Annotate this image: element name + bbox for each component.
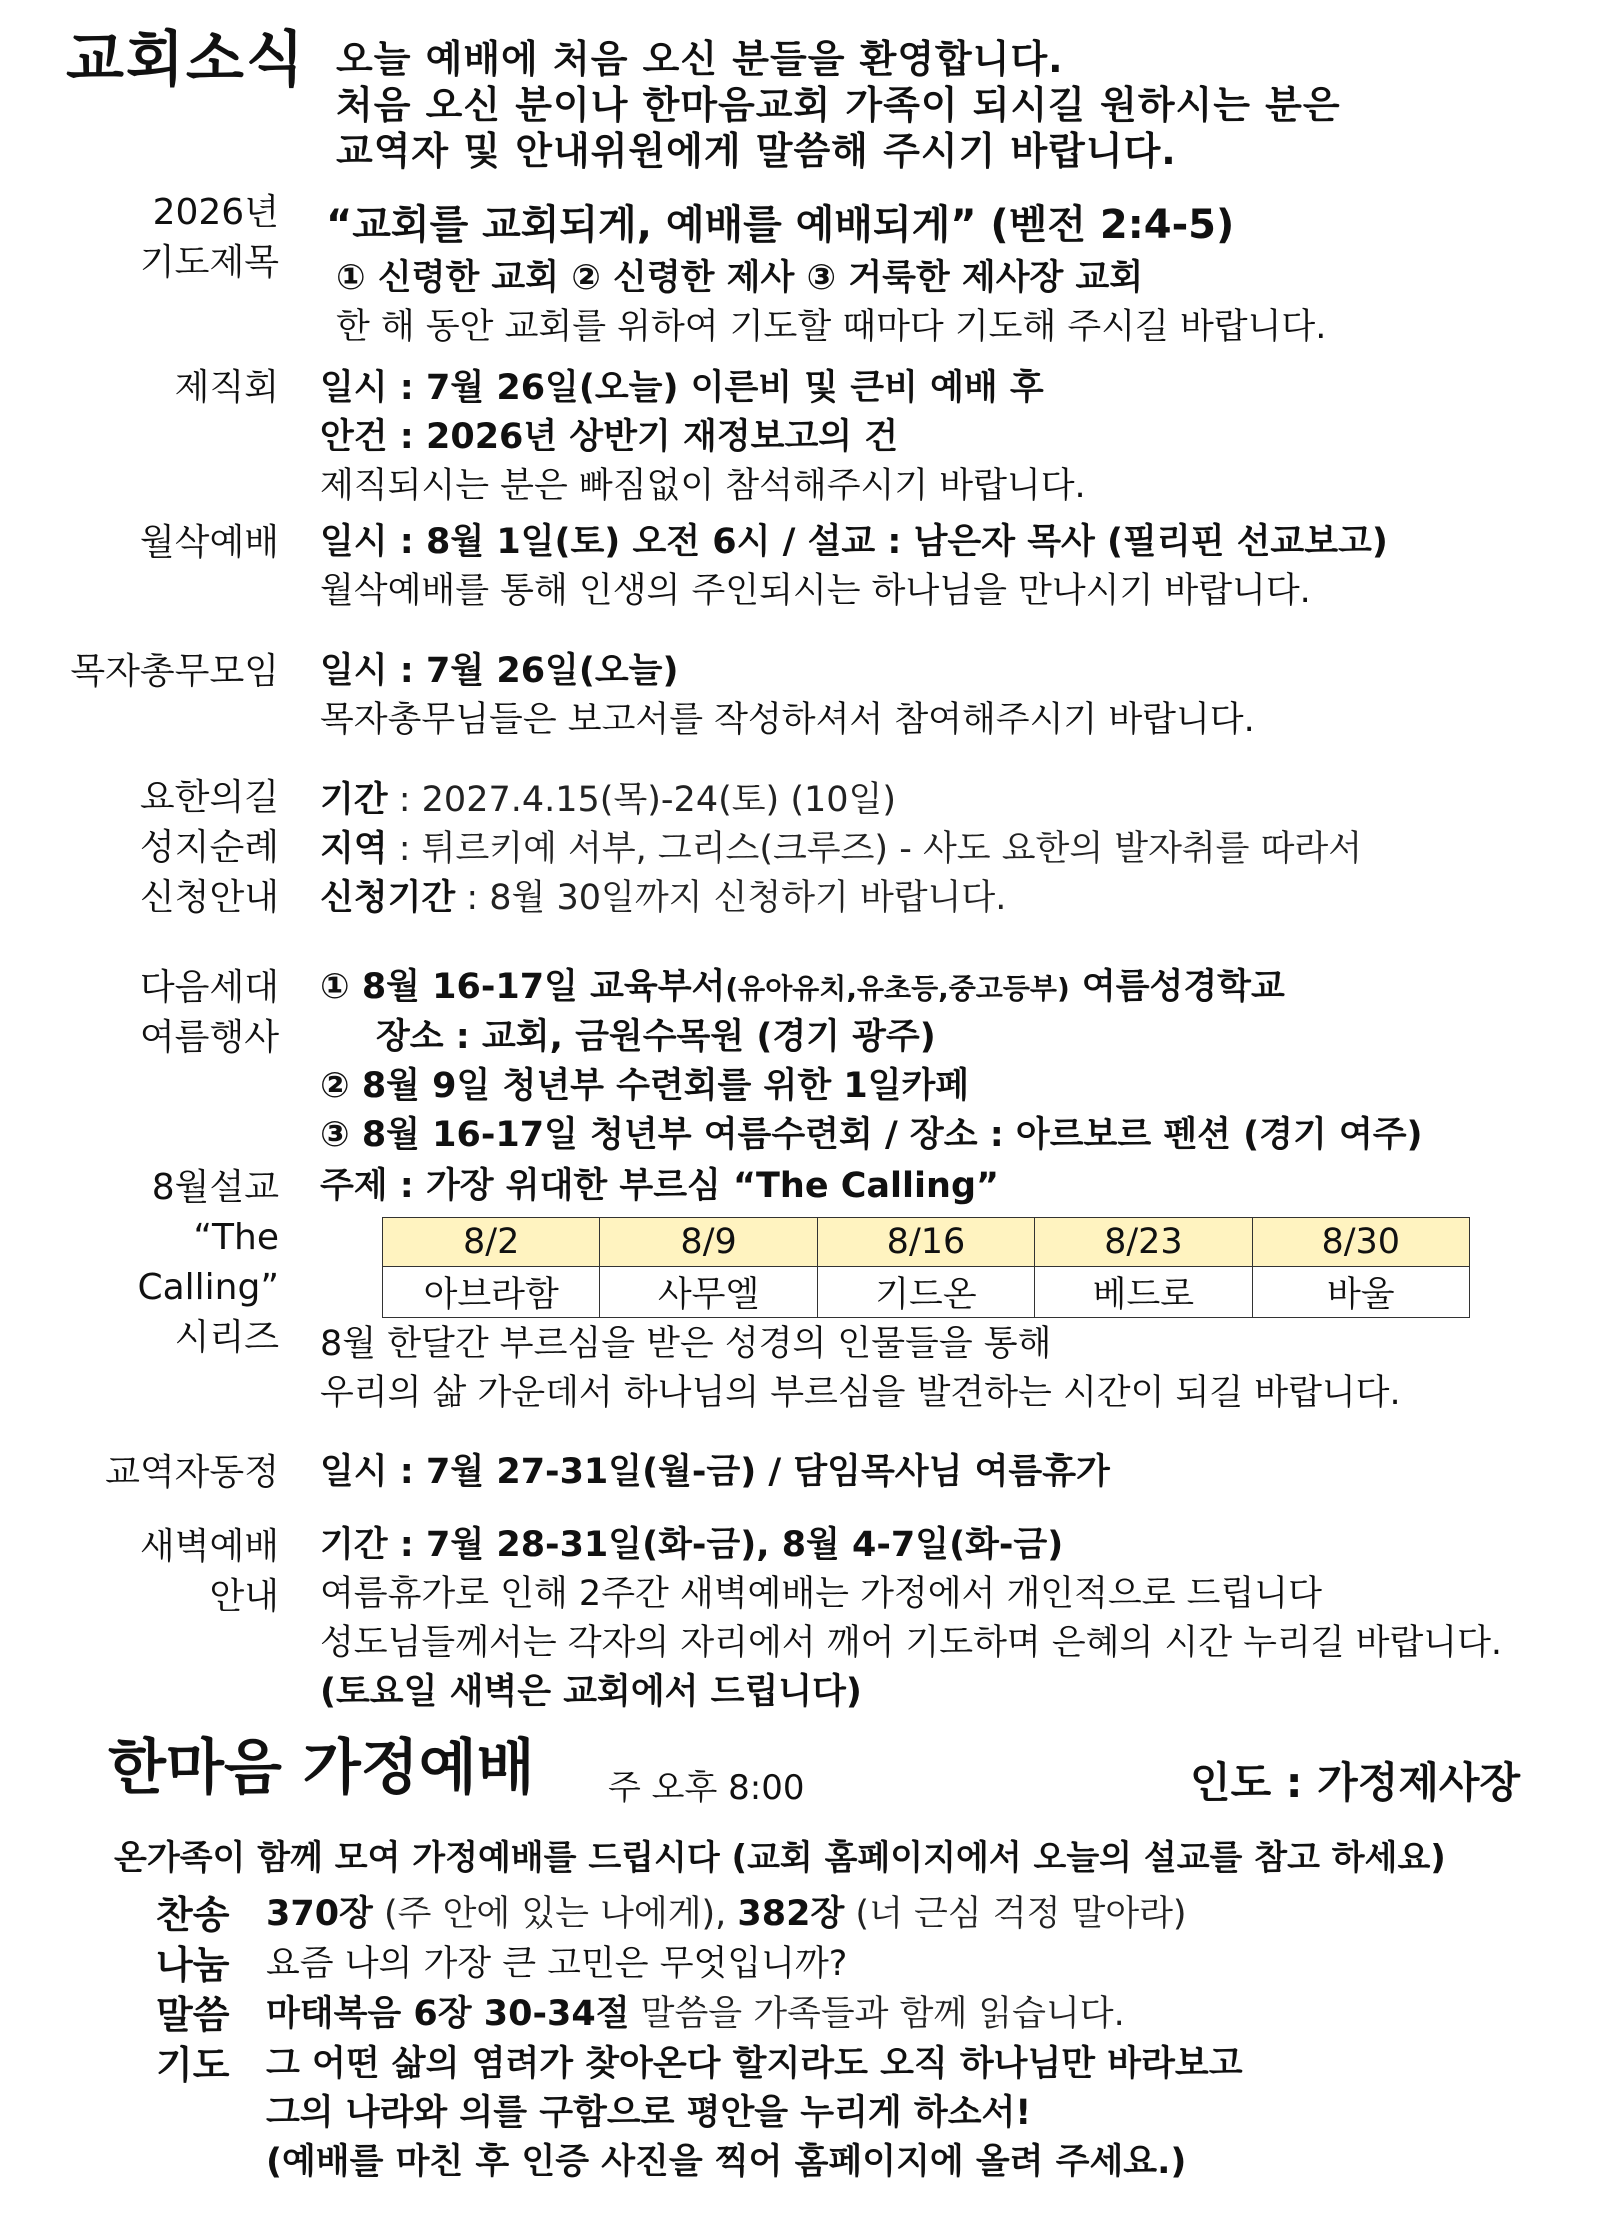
pilgrimage-apply	[320, 874, 1600, 923]
family-prayer-note: (예배를 마친 후 인증 사진을 찍어 홈페이지에 올려 주세요.)	[266, 2142, 1187, 2182]
monthly-label: 월삭예배	[139, 522, 279, 563]
hymn-body	[266, 1890, 1596, 1939]
sermon-topic: 주제 : 가장 위대한 부르심 “The Calling”	[320, 1166, 1000, 1206]
welcome-text	[336, 36, 1341, 174]
nextgen-item-1	[320, 963, 1600, 1013]
sermon-note-line: 8월 한달간 부르심을 받은 성경의 인물들을 통해	[320, 1324, 1052, 1364]
dawn-note: 여름휴가로 인해 2주간 새벽예배는 가정에서 개인적으로 드립니다	[320, 1574, 1322, 1614]
hymn-number: 370장	[266, 1894, 373, 1934]
prayer-verse: “교회를 교회되게, 예배를 예배되게” (벧전 2:4-5)	[326, 202, 1235, 248]
pilgrimage-period-value: : 2027.4.15(목)-24(토) (10일)	[387, 780, 896, 820]
council-body	[320, 364, 1600, 511]
family-prayer-line: 그 어떤 삶의 염려가 찾아온다 할지라도 오직 하나님만 바라보고	[266, 2044, 1243, 2084]
council-label: 제직회	[174, 367, 279, 408]
nextgen-item-2: ② 8월 9일 청년부 수련회를 위한 1일카페	[320, 1066, 970, 1106]
word-reference: 마태복음 6장 30-34절	[266, 1994, 630, 2034]
staff-label: 교역자동정	[105, 1452, 279, 1493]
schedule-names-row	[383, 1267, 1470, 1318]
dawn-label-line: 새벽예배	[139, 1526, 279, 1567]
council-agenda: 안건 : 2026년 상반기 재정보고의 건	[320, 417, 899, 457]
prayer-label-year: 2026년	[152, 192, 279, 233]
family-prayer-body	[266, 2040, 1596, 2187]
sermon-label-line: 시리즈	[174, 1317, 279, 1358]
hymn-label: 찬송	[156, 1893, 230, 1937]
council-note: 제직되시는 분은 빠짐없이 참석해주시기 바랍니다.	[320, 466, 1086, 506]
hymn-title: (주 안에 있는 나에게),	[372, 1894, 738, 1934]
pilgrimage-region-key: 지역	[320, 829, 388, 869]
dawn-saturday: (토요일 새벽은 교회에서 드립니다)	[320, 1672, 862, 1712]
section-title: 교회소식	[66, 25, 306, 95]
prayer-items: ① 신령한 교회 ② 신령한 제사 ③ 거룩한 제사장 교회	[336, 258, 1144, 298]
hymn-line	[266, 1890, 1596, 1939]
schedule-name-cell: 바울	[1252, 1267, 1469, 1318]
pilgrimage-label-line: 요한의길	[139, 777, 279, 818]
hymn-title: (너 근심 걱정 말아라)	[844, 1894, 1187, 1934]
hymn-number: 382장	[737, 1894, 845, 1934]
schedule-dates-row	[383, 1218, 1470, 1267]
nextgen-body	[320, 963, 1600, 1160]
monthly-body	[320, 518, 1600, 616]
pilgrimage-apply-value: : 8월 30일까지 신청하기 바랍니다.	[455, 878, 1007, 918]
family-worship-subtitle: 온가족이 함께 모여 가정예배를 드립시다 (교회 홈페이지에서 오늘의 설교를 참고 하세요)	[114, 1838, 1446, 1878]
nextgen-item-1-event: 여름성경학교	[1069, 967, 1285, 1007]
pilgrimage-region-value: : 튀르키예 서부, 그리스(크루즈) - 사도 요한의 발자취를 따라서	[387, 829, 1363, 869]
nextgen-label	[140, 963, 279, 1063]
schedule-date-cell: 8/16	[817, 1218, 1034, 1267]
sermon-schedule-table	[382, 1217, 1470, 1318]
nextgen-item-1-place: 장소 : 교회, 금원수목원 (경기 광주)	[376, 1017, 936, 1057]
nextgen-label-line: 여름행사	[139, 1017, 279, 1058]
schedule-name-cell: 사무엘	[600, 1267, 817, 1318]
sermon-topic-wrap	[320, 1162, 1600, 1211]
pilgrimage-label-line: 신청안내	[139, 877, 279, 918]
prayer-body	[326, 196, 1606, 352]
pastors-label: 목자총무모임	[70, 651, 279, 692]
pilgrimage-label-line: 성지순례	[139, 827, 279, 868]
nextgen-item-3: ③ 8월 16-17일 청년부 여름수련회 / 장소 : 아르보르 펜션 (경기 여주)	[320, 1115, 1423, 1155]
sermon-note-line: 우리의 삶 가운데서 하나님의 부르심을 발견하는 시간이 되길 바랍니다.	[320, 1373, 1401, 1413]
schedule-date-cell: 8/2	[383, 1218, 600, 1267]
pastors-date: 일시 : 7월 26일(오늘)	[320, 651, 679, 691]
word-label: 말씀	[156, 1993, 230, 2037]
sermon-label	[137, 1163, 279, 1363]
nextgen-label-line: 다음세대	[139, 967, 279, 1008]
pilgrimage-period-key: 기간	[320, 780, 388, 820]
dawn-label-line: 안내	[209, 1576, 279, 1617]
family-prayer-line: 그의 나라와 의를 구함으로 평안을 누리게 하소서!	[266, 2093, 1032, 2133]
share-body	[266, 1940, 1596, 1989]
staff-body	[320, 1448, 1600, 1497]
schedule-name-cell: 아브라함	[383, 1267, 600, 1318]
pilgrimage-period	[320, 776, 1600, 825]
welcome-line: 오늘 예배에 처음 오신 분들을 환영합니다.	[336, 37, 1064, 81]
staff-date: 일시 : 7월 27-31일(월-금) / 담임목사님 여름휴가	[320, 1452, 1110, 1492]
family-worship-leader: 인도 : 가정제사장	[1190, 1758, 1521, 1807]
schedule-date-cell: 8/9	[600, 1218, 817, 1267]
word-body	[266, 1990, 1596, 2039]
sermon-label-line: Calling”	[137, 1267, 279, 1308]
dawn-note: 성도님들께서는 각자의 자리에서 깨어 기도하며 은혜의 시간 누리길 바랍니다.	[320, 1623, 1503, 1663]
family-prayer-label: 기도	[156, 2043, 230, 2087]
family-worship-time: 주 오후 8:00	[608, 1768, 805, 1808]
nextgen-item-1-main: ① 8월 16-17일 교육부서	[320, 967, 726, 1007]
prayer-label-text: 기도제목	[139, 242, 279, 283]
pastors-body	[320, 647, 1600, 745]
schedule-date-cell: 8/23	[1035, 1218, 1252, 1267]
monthly-date: 일시 : 8월 1일(토) 오전 6시 / 설교 : 남은자 목사 (필리핀 선교보고)	[320, 522, 1388, 562]
dawn-body	[320, 1521, 1600, 1717]
council-date: 일시 : 7월 26일(오늘) 이른비 및 큰비 예배 후	[320, 368, 1044, 408]
prayer-note: 한 해 동안 교회를 위하여 기도할 때마다 기도해 주시길 바랍니다.	[336, 307, 1327, 347]
dawn-label	[140, 1522, 279, 1622]
word-line	[266, 1990, 1596, 2039]
sermon-label-line: 8월설교	[151, 1167, 279, 1208]
dawn-period: 기간 : 7월 28-31일(화-금), 8월 4-7일(화-금)	[320, 1525, 1064, 1565]
prayer-label	[140, 188, 279, 288]
word-instruction: 말씀을 가족들과 함께 읽습니다.	[629, 1994, 1125, 2034]
schedule-name-cell: 베드로	[1035, 1267, 1252, 1318]
monthly-note: 월삭예배를 통해 인생의 주인되시는 하나님을 만나시기 바랍니다.	[320, 571, 1311, 611]
schedule-name-cell: 기드온	[817, 1267, 1034, 1318]
sermon-notes	[320, 1320, 1600, 1418]
share-label: 나눔	[156, 1943, 230, 1987]
nextgen-item-1-depts: (유아유치,유초등,중고등부)	[725, 972, 1070, 1005]
welcome-line: 처음 오신 분이나 한마음교회 가족이 되시길 원하시는 분은	[336, 83, 1341, 127]
sermon-label-line: “The	[193, 1217, 279, 1258]
share-question: 요즘 나의 가장 큰 고민은 무엇입니까?	[266, 1944, 848, 1984]
pilgrimage-label	[140, 773, 279, 923]
pilgrimage-apply-key: 신청기간	[320, 878, 456, 918]
schedule-date-cell: 8/30	[1252, 1218, 1469, 1267]
welcome-line: 교역자 및 안내위원에게 말씀해 주시기 바랍니다.	[336, 129, 1177, 173]
pilgrimage-region	[320, 825, 1600, 874]
family-worship-title: 한마음 가정예배	[108, 1733, 535, 1803]
pilgrimage-body	[320, 776, 1600, 923]
pastors-note: 목자총무님들은 보고서를 작성하셔서 참여해주시기 바랍니다.	[320, 700, 1255, 740]
